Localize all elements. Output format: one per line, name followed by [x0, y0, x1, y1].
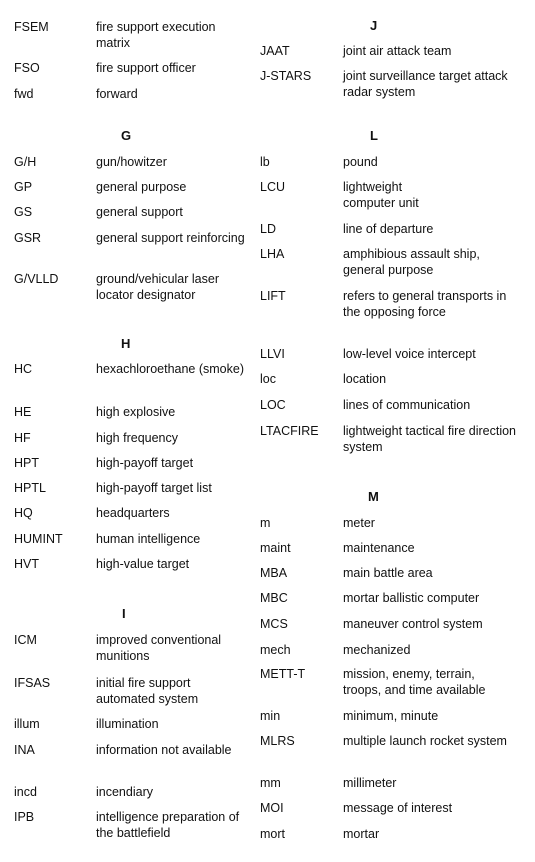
definition: illumination	[96, 717, 159, 731]
abbreviation: HF	[14, 431, 31, 445]
definition: human intelligence	[96, 532, 201, 546]
abbreviation: LD	[260, 222, 276, 236]
definition: ground/vehicular laser locator designator	[96, 272, 219, 302]
abbreviation: MLRS	[260, 734, 295, 748]
definition: line of departure	[343, 222, 434, 236]
section-letter: G	[121, 128, 132, 143]
abbreviation: m	[260, 516, 271, 530]
abbreviation: G/VLLD	[14, 272, 59, 286]
definition: initial fire support automated system	[96, 676, 199, 706]
abbreviation: HC	[14, 362, 33, 376]
abbreviation: MBC	[260, 591, 288, 605]
abbreviation: LTACFIRE	[260, 424, 319, 438]
abbreviation: loc	[260, 372, 276, 386]
section-letter: H	[121, 336, 131, 351]
definition: general support	[96, 205, 183, 219]
abbreviation: min	[260, 709, 281, 723]
abbreviation: mech	[260, 643, 291, 657]
definition: mortar ballistic computer	[343, 591, 480, 605]
definition: meter	[343, 516, 375, 530]
definition: millimeter	[343, 776, 397, 790]
definition: mortar	[343, 827, 380, 841]
definition: minimum, minute	[343, 709, 439, 723]
abbreviation: HPTL	[14, 481, 46, 495]
abbreviation: IFSAS	[14, 676, 51, 690]
abbreviation: IPB	[14, 810, 35, 824]
abbreviation: maint	[260, 541, 291, 555]
definition: location	[343, 372, 387, 386]
abbreviation: GP	[14, 180, 33, 194]
definition: amphibious assault ship, general purpose	[343, 247, 480, 277]
definition: multiple launch rocket system	[343, 734, 507, 748]
definition: lightweight computer unit	[343, 180, 419, 210]
definition: maintenance	[343, 541, 415, 555]
abbreviation: MCS	[260, 617, 288, 631]
abbreviation: HQ	[14, 506, 33, 520]
definition: gun/howitzer	[96, 155, 167, 169]
abbreviation: incd	[14, 785, 37, 799]
abbreviation: HUMINT	[14, 532, 63, 546]
definition: low-level voice intercept	[343, 347, 476, 361]
definition: general purpose	[96, 180, 187, 194]
abbreviation: G/H	[14, 155, 37, 169]
abbreviation: INA	[14, 743, 35, 757]
definition: high-payoff target list	[96, 481, 212, 495]
abbreviation: HVT	[14, 557, 39, 571]
definition: main battle area	[343, 566, 433, 580]
definition: message of interest	[343, 801, 453, 815]
abbreviation: LLVI	[260, 347, 285, 361]
definition: maneuver control system	[343, 617, 483, 631]
abbreviation: LOC	[260, 398, 286, 412]
abbreviation: LHA	[260, 247, 285, 261]
abbreviation: mm	[260, 776, 281, 790]
abbreviation: ICM	[14, 633, 37, 647]
abbreviation: METT-T	[260, 667, 306, 681]
definition: intelligence preparation of the battlefield	[96, 810, 240, 840]
definition: information not available	[96, 743, 232, 757]
definition: joint surveillance target attack radar system	[343, 69, 508, 99]
abbreviation: HPT	[14, 456, 39, 470]
definition: mechanized	[343, 643, 411, 657]
definition: joint air attack team	[343, 44, 452, 58]
abbreviation: fwd	[14, 87, 34, 101]
abbreviation: GS	[14, 205, 33, 219]
section-letter: L	[370, 128, 378, 143]
abbreviation: GSR	[14, 231, 42, 245]
definition: high explosive	[96, 405, 176, 419]
definition: improved conventional munitions	[96, 633, 222, 663]
abbreviation: MOI	[260, 801, 284, 815]
definition: hexachloroethane (smoke)	[96, 362, 244, 376]
definition: headquarters	[96, 506, 170, 520]
abbreviation: lb	[260, 155, 270, 169]
abbreviation: LCU	[260, 180, 286, 194]
definition: high frequency	[96, 431, 179, 445]
abbreviation: LIFT	[260, 289, 286, 303]
abbreviation: HE	[14, 405, 32, 419]
definition: refers to general transports in the opposing force	[343, 289, 507, 319]
definition: incendiary	[96, 785, 153, 799]
definition: high-payoff target	[96, 456, 194, 470]
section-letter: I	[122, 606, 126, 621]
definition: high-value target	[96, 557, 190, 571]
definition: lightweight tactical fire direction system	[343, 424, 516, 454]
definition: mission, enemy, terrain, troops, and time available	[343, 667, 486, 697]
definition: pound	[343, 155, 378, 169]
section-letter: J	[370, 18, 378, 33]
abbreviation: MBA	[260, 566, 288, 580]
abbreviation: mort	[260, 827, 285, 841]
definition: lines of communication	[343, 398, 471, 412]
abbreviation: illum	[14, 717, 40, 731]
abbreviation: J-STARS	[260, 69, 312, 83]
definition: forward	[96, 87, 138, 101]
abbreviation: JAAT	[260, 44, 290, 58]
abbreviation: FSEM	[14, 20, 49, 34]
definition: fire support officer	[96, 61, 196, 75]
definition: general support reinforcing	[96, 231, 245, 245]
definition: fire support execution matrix	[96, 20, 216, 50]
section-letter: M	[368, 489, 379, 504]
abbreviation: FSO	[14, 61, 40, 75]
